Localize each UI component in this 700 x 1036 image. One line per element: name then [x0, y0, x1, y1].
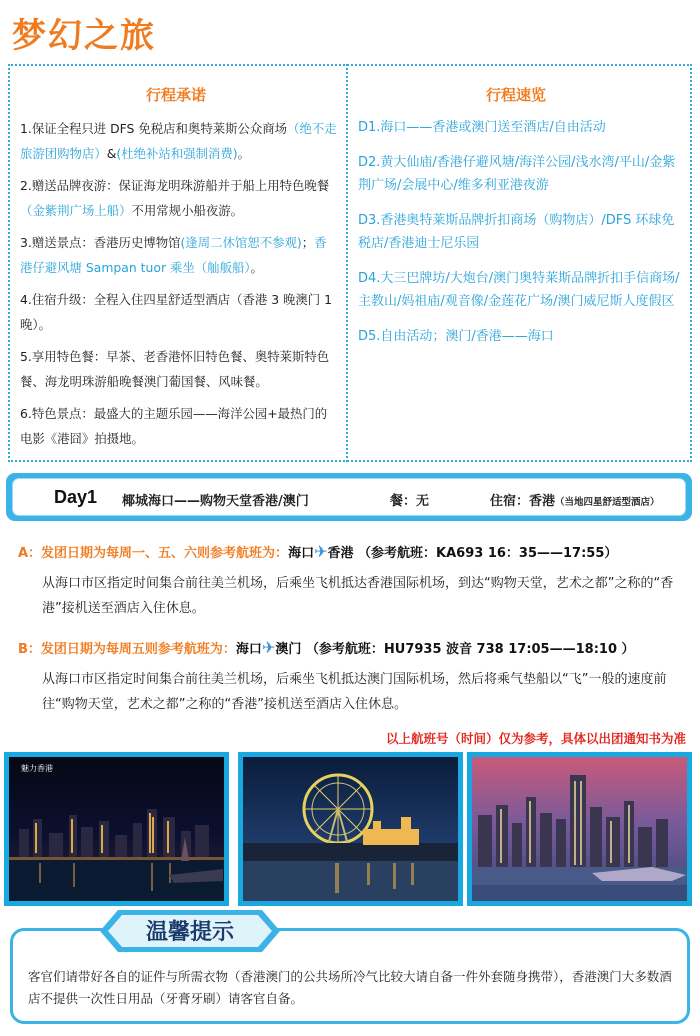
item-text: 不用常规小船夜游。: [131, 203, 244, 218]
flight-notice: 以上航班号（时间）仅为参考，具体以出团通知书为准: [385, 731, 686, 746]
day1-stay: [490, 490, 660, 509]
skyline-image: [472, 757, 687, 901]
flight-a-line: [18, 542, 617, 561]
tips-heading: 温馨提示: [145, 919, 235, 945]
route-list: [358, 116, 684, 359]
item-text: 赠送品牌夜游：保证海龙明珠游船并于船上用特色晚餐: [31, 178, 330, 193]
item-number: 4.: [20, 292, 32, 307]
promise-item: [20, 230, 338, 280]
promise-item: [20, 401, 338, 451]
item-text: 住宿升级：全程入住四星舒适型酒店（香港 3 晚澳门 1 晚）。: [20, 292, 333, 332]
promise-item: [20, 344, 338, 394]
item-text: 。: [237, 146, 250, 161]
flight-a-ref: （参考航班：KA693 16：35——17:55）: [358, 546, 618, 561]
route-item-d4: D4.大三巴牌坊/大炮台/澳门奥特莱斯品牌折扣手信商场/主教山/妈祖庙/观音像/金莲花广场/澳门威尼斯人度假区: [358, 270, 680, 309]
item-number: 3.: [20, 235, 32, 250]
promise-item: [20, 116, 338, 166]
item-highlight: （金紫荆广场上船）: [20, 203, 132, 218]
item-text: 赠送景点：香港历史博物馆: [31, 235, 181, 250]
item-text: 保证全程只进 DFS 免税店和奥特莱斯公众商场: [31, 121, 288, 136]
item-number: 5.: [20, 349, 32, 364]
day1-label: Day1: [54, 487, 98, 507]
flight-b-line: [18, 638, 635, 657]
flight-b-prefix: B：发团日期为每周五则参考航班为：: [18, 642, 236, 657]
day1-route: 椰城海口——购物天堂香港/澳门: [122, 494, 309, 509]
route-heading: 行程速览: [486, 86, 547, 104]
item-number: 2.: [20, 178, 32, 193]
day1-stay-note: （当地四星舒适型酒店）: [555, 497, 660, 508]
promise-list: [20, 116, 338, 458]
photo-victoria-harbour: [4, 752, 229, 906]
flight-b-from: 海口: [235, 642, 262, 657]
flight-a-to: 香港: [327, 546, 354, 561]
panel-divider: [346, 64, 348, 462]
item-highlight: 香港仔避风塘 Sampan tuor 乘坐（舢舨船）: [20, 235, 327, 275]
item-text: ；: [301, 235, 315, 250]
promise-item: [20, 287, 338, 337]
flight-b-to: 澳门: [275, 642, 302, 657]
flight-a-from: 海口: [288, 546, 315, 561]
tips-banner: [100, 906, 280, 956]
item-text: 特色景点：最盛大的主题乐园——海洋公园+最热门的电影《港囧》拍摄地。: [20, 406, 328, 446]
harbour-night-image: [9, 757, 224, 901]
promise-item: [20, 173, 338, 223]
flight-b-desc: 从海口市区指定时间集合前往美兰机场，后乘坐飞机抵达澳门国际机场，然后将乘气垫船以“飞”一般的速度前往“购物天堂，艺术之都”之称的“香港”接机送至酒店入住休息。: [42, 672, 667, 712]
item-text: 享用特色餐：早茶、老香港怀旧特色餐、奥特莱斯特色餐、海龙明珠游船晚餐澳门葡国餐、风味餐。: [20, 349, 330, 389]
photo-caption: 魅力香港: [21, 764, 53, 773]
day1-stay-text: 住宿：香港: [490, 494, 556, 509]
flight-b-ref: （参考航班：HU7935 波音 738 17:05——18:10 ）: [305, 642, 635, 657]
photo-hong-kong-skyline: [467, 752, 692, 906]
item-text: &: [106, 146, 117, 161]
day1-meal: 餐：无: [390, 494, 430, 509]
photo-ferris-wheel: [238, 752, 463, 906]
item-number: 6.: [20, 406, 32, 421]
route-item-d5: D5.自由活动；澳门/香港——海口: [358, 328, 554, 344]
route-item-d3: D3.香港奥特莱斯品牌折扣商场（购物店）/DFS 环球免税店/香港迪士尼乐园: [358, 212, 675, 251]
route-item-d2: D2.黄大仙庙/香港仔避风塘/海洋公园/浅水湾/平山/金紫荆广场/会展中心/维多利亚港夜游: [358, 154, 676, 193]
plane-icon: ✈: [314, 542, 328, 561]
flight-a-prefix: A：发团日期为每周一、五、六则参考航班为：: [18, 546, 289, 561]
flight-a-desc: 从海口市区指定时间集合前往美兰机场，后乘坐飞机抵达香港国际机场，到达“购物天堂，艺术之都”之称的“香港”接机送至酒店入住休息。: [42, 576, 674, 616]
ferris-wheel-image: [243, 757, 458, 901]
page-title: 梦幻之旅: [12, 16, 156, 56]
item-number: 1.: [20, 121, 32, 136]
tips-text: 客官们请带好各自的证件与所需衣物（香港澳门的公共场所冷气比较大请自备一件外套随身携带），香港澳门大多数酒店不提供一次性日用品（牙膏牙刷）请客官自备。: [28, 969, 672, 1006]
item-highlight: (逢周二休馆恕不参观): [180, 235, 302, 250]
item-highlight: (杜绝补站和强制消费): [116, 146, 238, 161]
plane-icon: ✈: [261, 638, 276, 657]
route-item-d1: D1.海口——香港或澳门送至酒店/自由活动: [358, 120, 606, 135]
promise-heading: 行程承诺: [146, 86, 207, 104]
item-highlight: （绝不走旅游团购物店）: [20, 121, 337, 161]
item-text: 。: [250, 260, 263, 275]
